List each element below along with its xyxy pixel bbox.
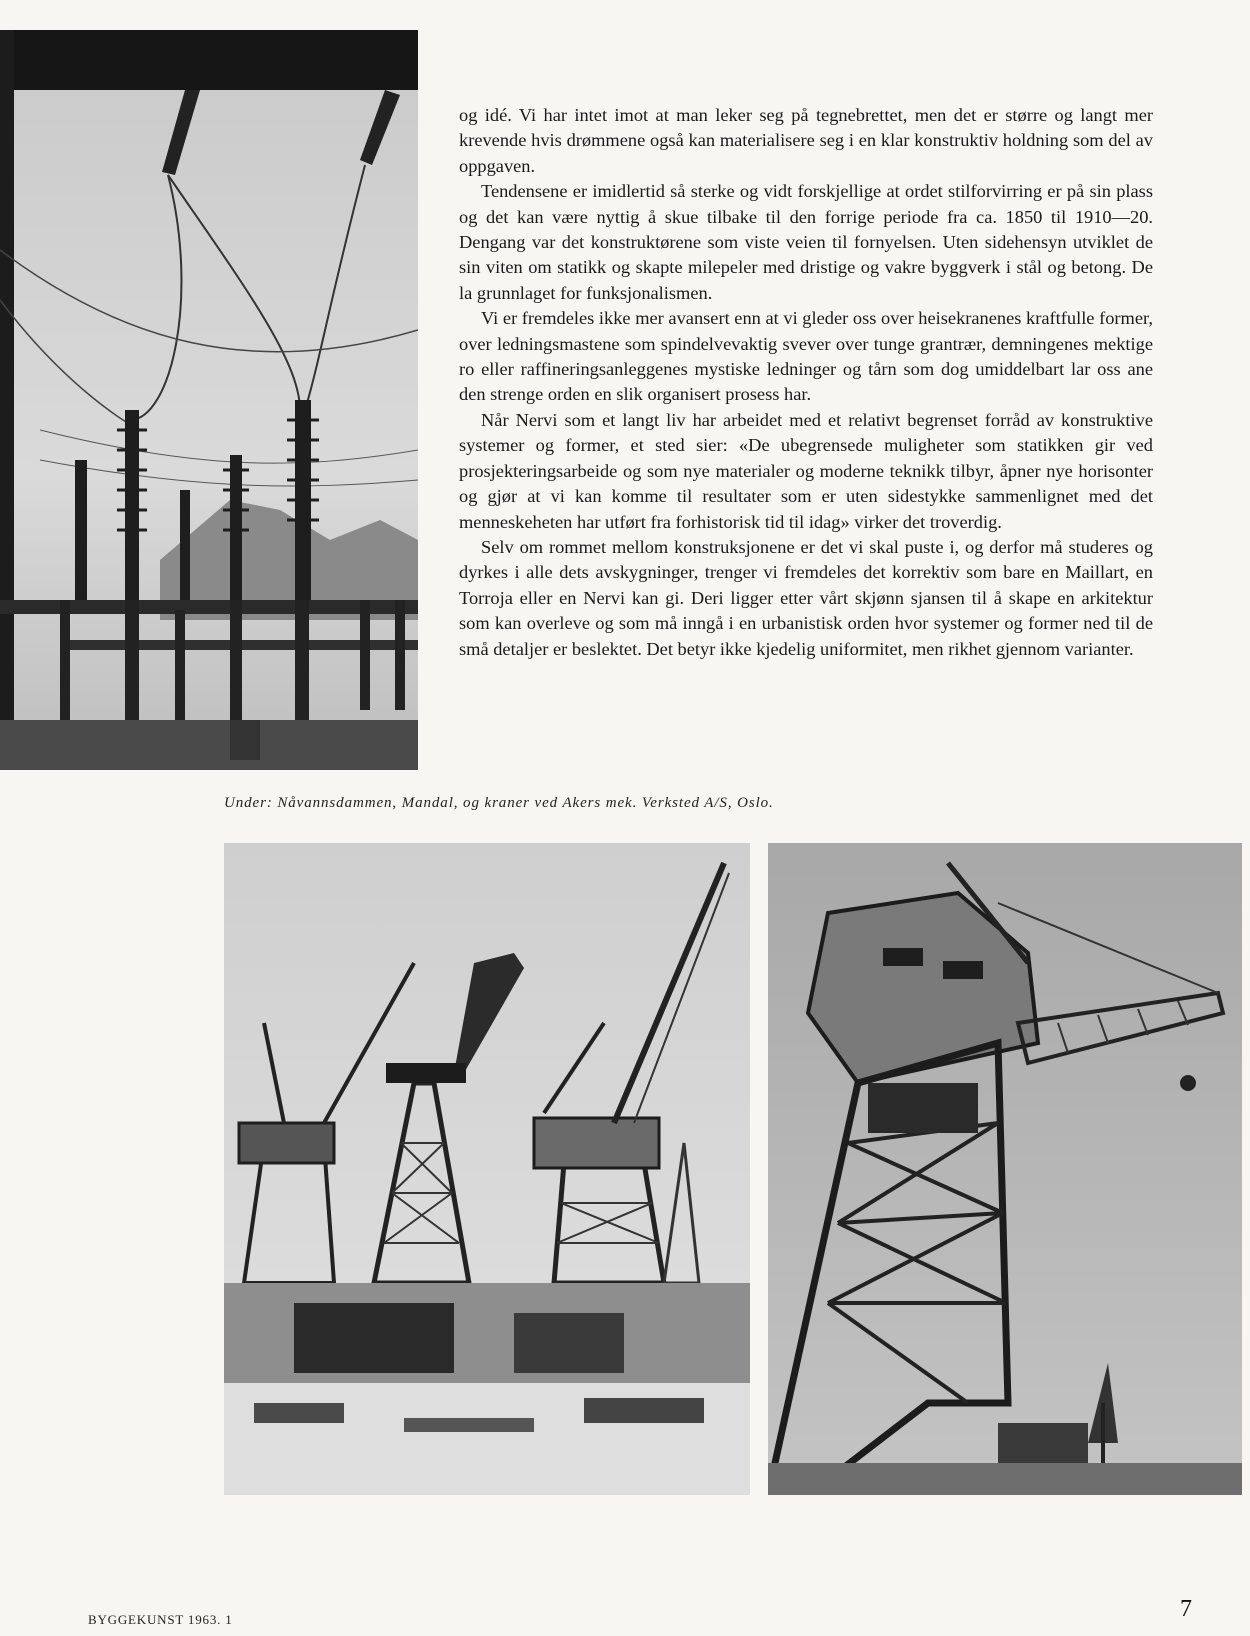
article-text <box>459 103 1153 662</box>
paragraph: Selv om rommet mellom konstruksjonene er det vi skal puste i, og derfor må studeres og dyrkes i alle dets avskygninger, trenger vi fremdeles det korrektiv som bare en Maillart, en Torroja eller en Nervi kan gi. Deri ligger etter vårt skjønn sjansen til å skape en arkitektur som kan overleve og som må inngå i en urbanistisk orden hvor systemer og former ned til de små detaljer er beslektet. Det betyr ikke kjedelig uniformitet, men rikhet gjennom varianter. <box>459 536 1153 659</box>
paragraph: Vi er fremdeles ikke mer avansert enn at vi gleder oss over heisekranenes kraftfulle former, over ledningsmastene som spindelvevaktig svever over tunge grantrær, demningenes mektige ro eller raffineringsanleggenes mystiske ledninger og tårn som dog umiddelbart lar oss ane den strenge orden en slik organisert prosess har. <box>459 308 1153 405</box>
power-station-photo <box>0 0 418 770</box>
page-number: 7 <box>1180 1596 1192 1622</box>
crane-photo-right <box>768 843 1242 1495</box>
cranes-photo-left <box>224 843 750 1495</box>
photo-caption: Under: Nåvannsdammen, Mandal, og kraner ved Akers mek. Verksted A/S, Oslo. <box>224 795 774 811</box>
paragraph: og idé. Vi har intet imot at man leker seg på tegnebrettet, men det er større og langt mer krevende hvis drømmene også kan materialisere seg i en klar konstruktiv holdning som del av oppgaven. <box>459 105 1153 176</box>
paragraph: Når Nervi som et langt liv har arbeidet med et relativt begrenset forråd av konstruktive systemer og former, et sted sier: «De ubegrensede muligheter som statikken gir ved prosjekteringsarbeide og som nye materialer og moderne teknikk tilbyr, åpner nye horisonter og gjør at vi kan komme til resultater som er uten sidestykke sammenlignet med det menneskeheten har utført fra forhistorisk tid til idag» virker det troverdig. <box>459 409 1153 532</box>
publication-footer: BYGGEKUNST 1963. 1 <box>88 1612 233 1627</box>
paragraph: Tendensene er imidlertid så sterke og vidt forskjellige at ordet stilforvirring er på sin plass og det kan være nyttig å skue tilbake til den forrige periode fra ca. 1850 til 1910—20. Dengang var det konstruktørene som viste veien til fornyelsen. Uten sidehensyn utviklet de sin viten om statikk og skapte milepeler med dristige og vakre byggverk i stål og betong. De la grunnlaget for funksjonalismen. <box>459 181 1153 303</box>
